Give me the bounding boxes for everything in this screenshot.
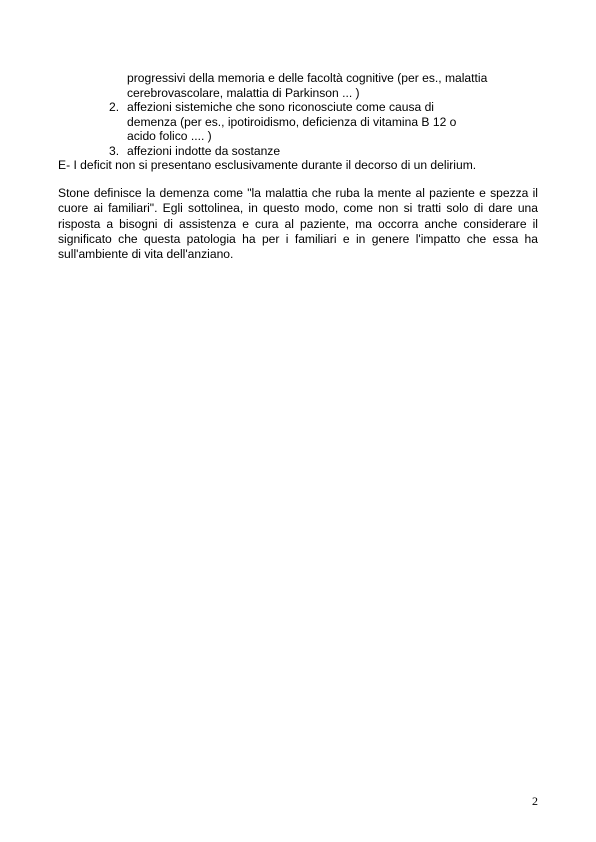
criterion-e-text: E- I deficit non si presentano esclusivamente durante il decorso di un delirium. [58,158,477,172]
list-item-2-line-2: demenza (per es., ipotiroidismo, deficienza di vitamina B 12 o [127,115,457,129]
list-item-3-number: 3. [109,144,120,158]
page-number: 2 [532,794,538,808]
list-item-2-line-3: acido folico .... ) [127,129,212,143]
list-item-1-continuation-line-1: progressivi della memoria e delle facoltà cognitive (per es., malattia [127,71,488,85]
list-item-1-continuation-line-2: cerebrovascolare, malattia di Parkinson ... ) [127,86,360,100]
list-item-2-line-1: affezioni sistemiche che sono riconosciute come causa di [127,100,434,114]
list-item-2-number: 2. [109,100,120,114]
stone-paragraph: Stone definisce la demenza come "la malattia che ruba la mente al paziente e spezza il cuore ai familiari". Egli sottolinea, in questo modo, come non si tratti solo di dare una risposta a bisogni di assistenza e cura al paziente, ma occorra anche considerare il significato che questa patologia ha per i familiari e in genere l'impatto che essa ha sull'ambiente di vita dell'anziano. [58,186,538,262]
list-item-3-text: affezioni indotte da sostanze [127,144,281,158]
